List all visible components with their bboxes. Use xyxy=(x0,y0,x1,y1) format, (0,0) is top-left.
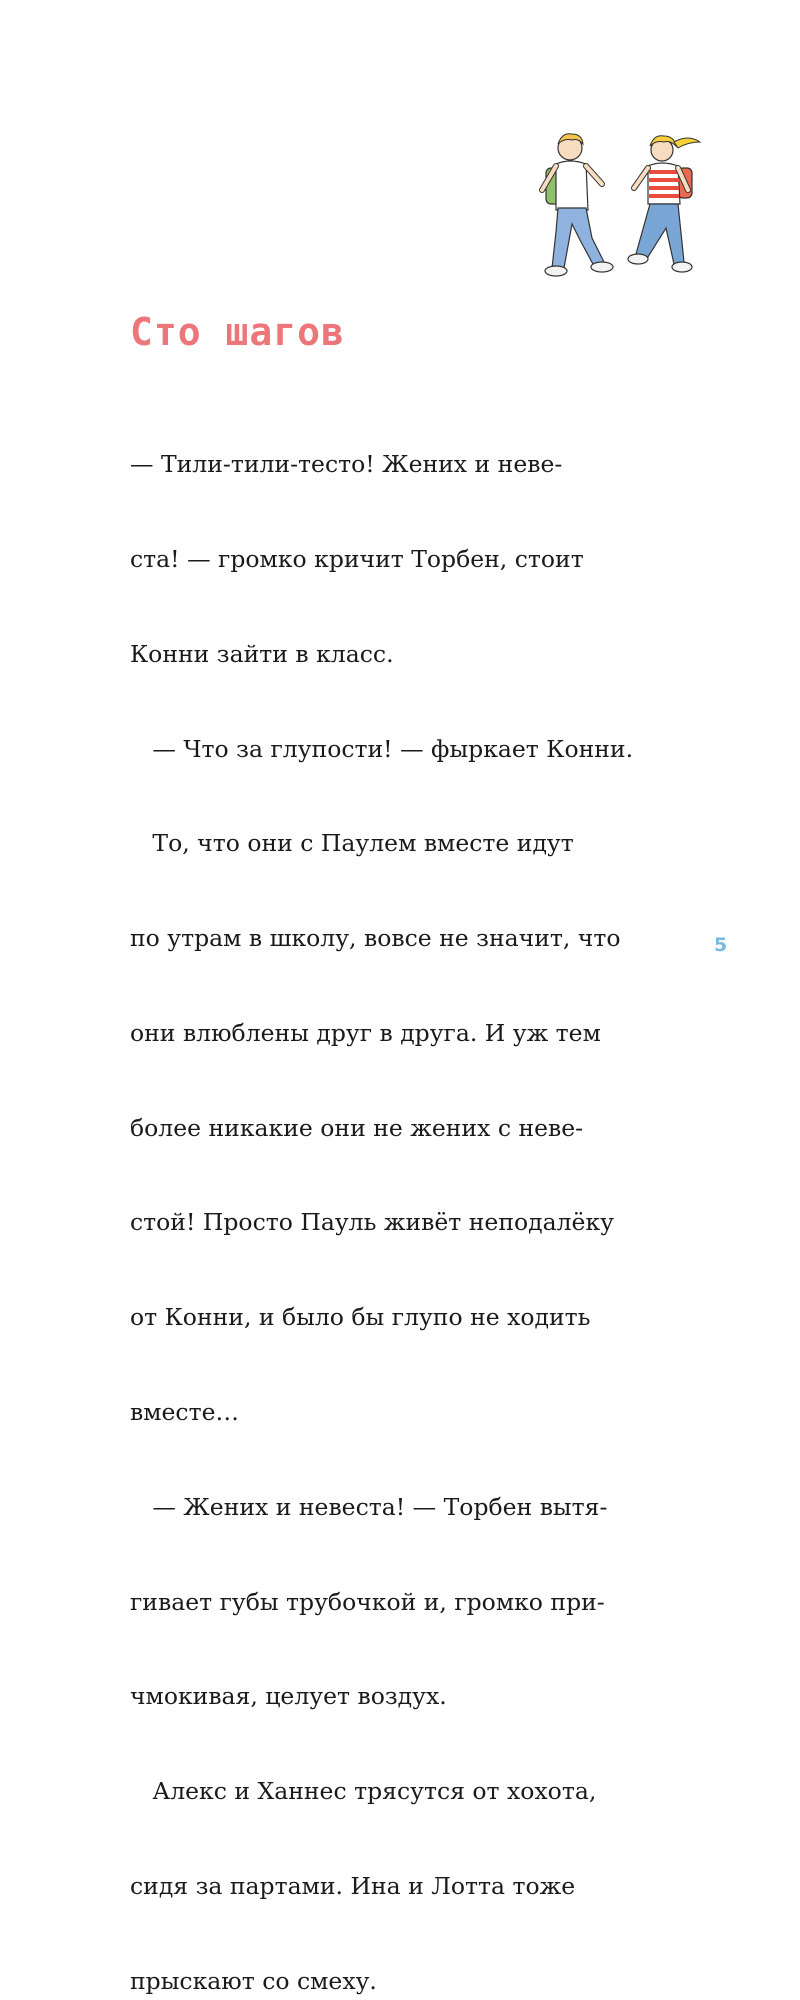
text-line: они влюблены друг в друга. И уж тем xyxy=(130,1018,601,1047)
text-line: стой! Просто Пауль живёт неподалёку xyxy=(130,1208,614,1237)
chapter-title: Сто шагов xyxy=(130,310,345,354)
text-line: более никакие они не жених с неве- xyxy=(130,1113,584,1142)
text-line: прыскают со смеху. xyxy=(130,1966,377,1995)
text-line: — Тили-тили-тесто! Жених и неве- xyxy=(130,450,563,479)
page-number: 5 xyxy=(714,934,728,956)
text-line: То, что они с Паулем вместе идут xyxy=(130,829,574,858)
text-line: Конни зайти в класс. xyxy=(130,639,394,668)
text-line: от Конни, и было бы глупо не ходить xyxy=(130,1303,591,1332)
text-line: по утрам в школу, вовсе не значит, что xyxy=(130,924,621,953)
girl-figure xyxy=(628,136,700,272)
text-line: — Жених и невеста! — Торбен вытя- xyxy=(130,1492,608,1521)
text-line: сидя за партами. Ина и Лотта тоже xyxy=(130,1871,576,1900)
two-schoolchildren-walking-illustration xyxy=(528,128,708,280)
text-line: — Что за глупости! — фыркает Конни. xyxy=(130,734,634,763)
text-line: гивает губы трубочкой и, громко при- xyxy=(130,1587,605,1616)
text-line: чмокивая, целует воздух. xyxy=(130,1682,447,1711)
text-line: Алекс и Ханнес трясутся от хохота, xyxy=(130,1777,597,1806)
text-line: вместе… xyxy=(130,1398,239,1426)
body-text xyxy=(130,386,730,2000)
boy-figure xyxy=(542,134,613,276)
text-line: ста! — громко кричит Торбен, стоит xyxy=(130,544,584,573)
